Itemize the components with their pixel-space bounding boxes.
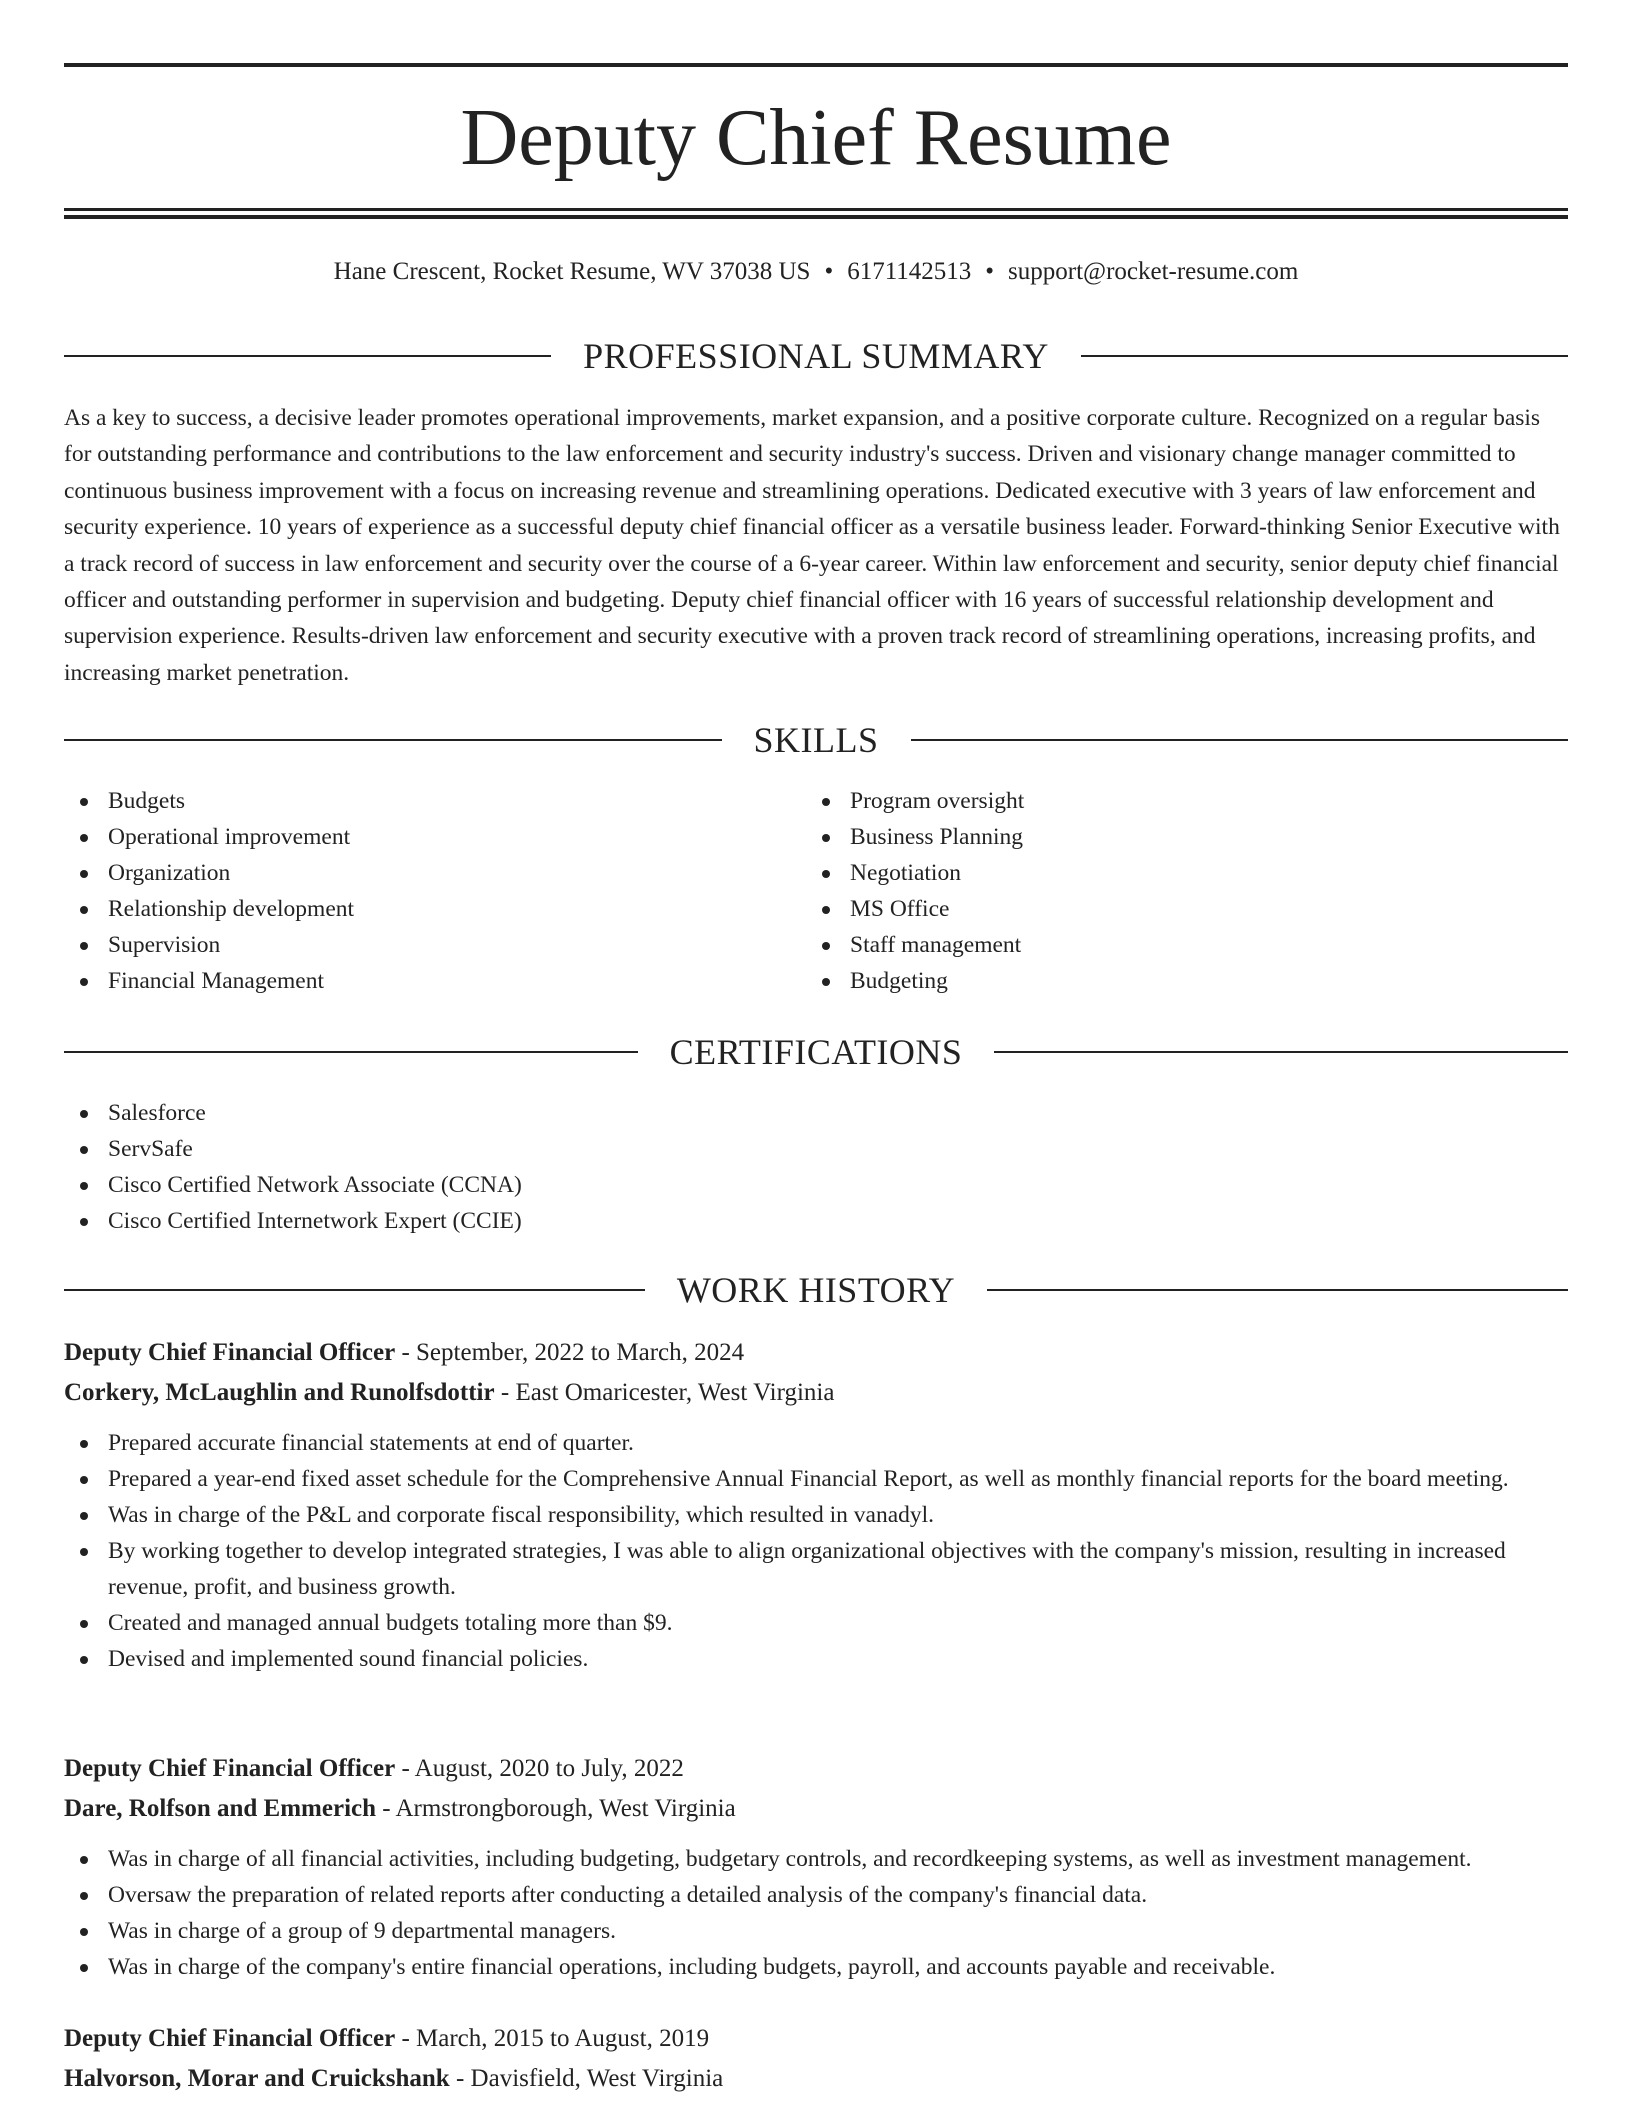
skill-item: Supervision [64,927,354,963]
work-history-heading-label: WORK HISTORY [676,1270,956,1310]
skills-heading-label: SKILLS [753,720,879,760]
job-title-line [64,1749,1568,1789]
top-rule [64,63,1568,67]
skills-list-right [806,783,1024,999]
contact-phone: 6171142513 [847,258,972,285]
job-title-line [64,2019,1568,2059]
certifications-heading [64,1030,1568,1074]
job-location: Davisfield, West Virginia [470,2065,724,2092]
skill-item: Financial Management [64,963,354,999]
skills-heading [64,718,1568,762]
job-bullet: Was in charge of the P&L and corporate fiscal responsibility, which resulted in vanadyl. [64,1497,1568,1533]
job-company: Dare, Rolfson and Emmerich [64,1795,377,1822]
heading-rule [911,739,1569,741]
job-dates: August, 2020 to July, 2022 [414,1755,684,1782]
contact-email: support@rocket-resume.com [1008,258,1299,285]
job-location: Armstrongborough, West Virginia [395,1795,736,1822]
job-title-line [64,1333,1568,1373]
certification-item: Salesforce [64,1095,522,1131]
job-bullet: Was in charge of all financial activities, including budgeting, budgetary controls, and recordkeeping systems, as well as investment management. [64,1841,1568,1877]
dash: - [395,2025,417,2052]
skill-item: Organization [64,855,354,891]
skill-item: Business Planning [806,819,1024,855]
certifications-heading-label: CERTIFICATIONS [669,1032,963,1072]
job-title: Deputy Chief Financial Officer [64,1755,396,1782]
heading-rule [64,1289,645,1291]
skill-item: Operational improvement [64,819,354,855]
skill-item: Staff management [806,927,1024,963]
dash: - [395,1339,417,1366]
job-title: Deputy Chief Financial Officer [64,1339,396,1366]
job-entry [64,2019,1568,2099]
job-title: Deputy Chief Financial Officer [64,2025,396,2052]
job-entry [64,1333,1568,1677]
resume-title: Deputy Chief Resume [460,94,1172,182]
contact-separator: • [824,258,834,285]
job-bullet: Was in charge of the company's entire financial operations, including budgets, payroll, and accounts payable and receivable. [64,1949,1568,1985]
job-bullet: By working together to develop integrated strategies, I was able to align organizational objectives with the company's mission, resulting in increased revenue, profit, and business growth. [64,1533,1568,1605]
job-dates: March, 2015 to August, 2019 [416,2025,710,2052]
skill-item: MS Office [806,891,1024,927]
dash: - [395,1755,415,1782]
job-company-line [64,1373,1568,1413]
title-double-rule [64,208,1568,219]
certification-item: ServSafe [64,1131,522,1167]
dash: - [494,1379,516,1406]
job-bullet: Prepared a year-end fixed asset schedule for the Comprehensive Annual Financial Report, as well as monthly financial reports for the board meeting. [64,1461,1568,1497]
certification-item: Cisco Certified Network Associate (CCNA) [64,1167,522,1203]
heading-rule [64,1051,638,1053]
certifications-list [64,1095,522,1239]
skill-item: Budgets [64,783,354,819]
skill-item: Budgeting [806,963,1024,999]
summary-text: As a key to success, a decisive leader promotes operational improvements, market expansion, and a positive corporate culture. Recognized on a regular basis for outstanding performance and contributions to the law enforcement and security industry's success. Driven and visionary change manager committed to continuous business improvement with a focus on increasing revenue and streamlining operations. Dedicated executive with 3 years of law enforcement and security experience. 10 years of experience as a successful deputy chief financial officer as a versatile business leader. Forward-thinking Senior Executive with a track record of success in law enforcement and security over the course of a 6-year career. Within law enforcement and security, senior deputy chief financial officer and outstanding performer in supervision and budgeting. Deputy chief financial officer with 16 years of successful relationship development and supervision experience. Results-driven law enforcement and security executive with a proven track record of streamlining operations, increasing profits, and increasing market penetration. [64,405,1560,686]
certification-item: Cisco Certified Internetwork Expert (CCIE) [64,1203,522,1239]
job-bullet: Prepared accurate financial statements at end of quarter. [64,1425,1568,1461]
job-entry [64,1749,1568,1985]
skill-item: Relationship development [64,891,354,927]
heading-rule [1081,355,1568,357]
job-company: Corkery, McLaughlin and Runolfsdottir [64,1379,495,1406]
heading-rule [987,1289,1568,1291]
contact-address: Hane Crescent, Rocket Resume, WV 37038 US [333,258,811,285]
job-bullet: Was in charge of a group of 9 departmental managers. [64,1913,1568,1949]
heading-rule [994,1051,1568,1053]
job-bullets [64,1841,1568,1985]
job-bullet: Devised and implemented sound financial policies. [64,1641,1568,1677]
dash: - [449,2065,471,2092]
dash: - [376,1795,396,1822]
job-bullets [64,1425,1568,1677]
work-history-heading [64,1268,1568,1312]
skill-item: Negotiation [806,855,1024,891]
job-bullet: Created and managed annual budgets totaling more than $9. [64,1605,1568,1641]
job-bullet: Oversaw the preparation of related reports after conducting a detailed analysis of the company's financial data. [64,1877,1568,1913]
job-company-line [64,2059,1568,2099]
summary-heading [64,334,1568,378]
heading-rule [64,739,722,741]
heading-rule [64,355,551,357]
skills-list-left [64,783,354,999]
job-company-line [64,1789,1568,1829]
job-company: Halvorson, Morar and Cruickshank [64,2065,450,2092]
skill-item: Program oversight [806,783,1024,819]
job-location: East Omaricester, West Virginia [515,1379,835,1406]
contact-line [64,254,1568,290]
contact-separator: • [985,258,995,285]
summary-heading-label: PROFESSIONAL SUMMARY [583,336,1049,376]
job-dates: September, 2022 to March, 2024 [416,1339,745,1366]
